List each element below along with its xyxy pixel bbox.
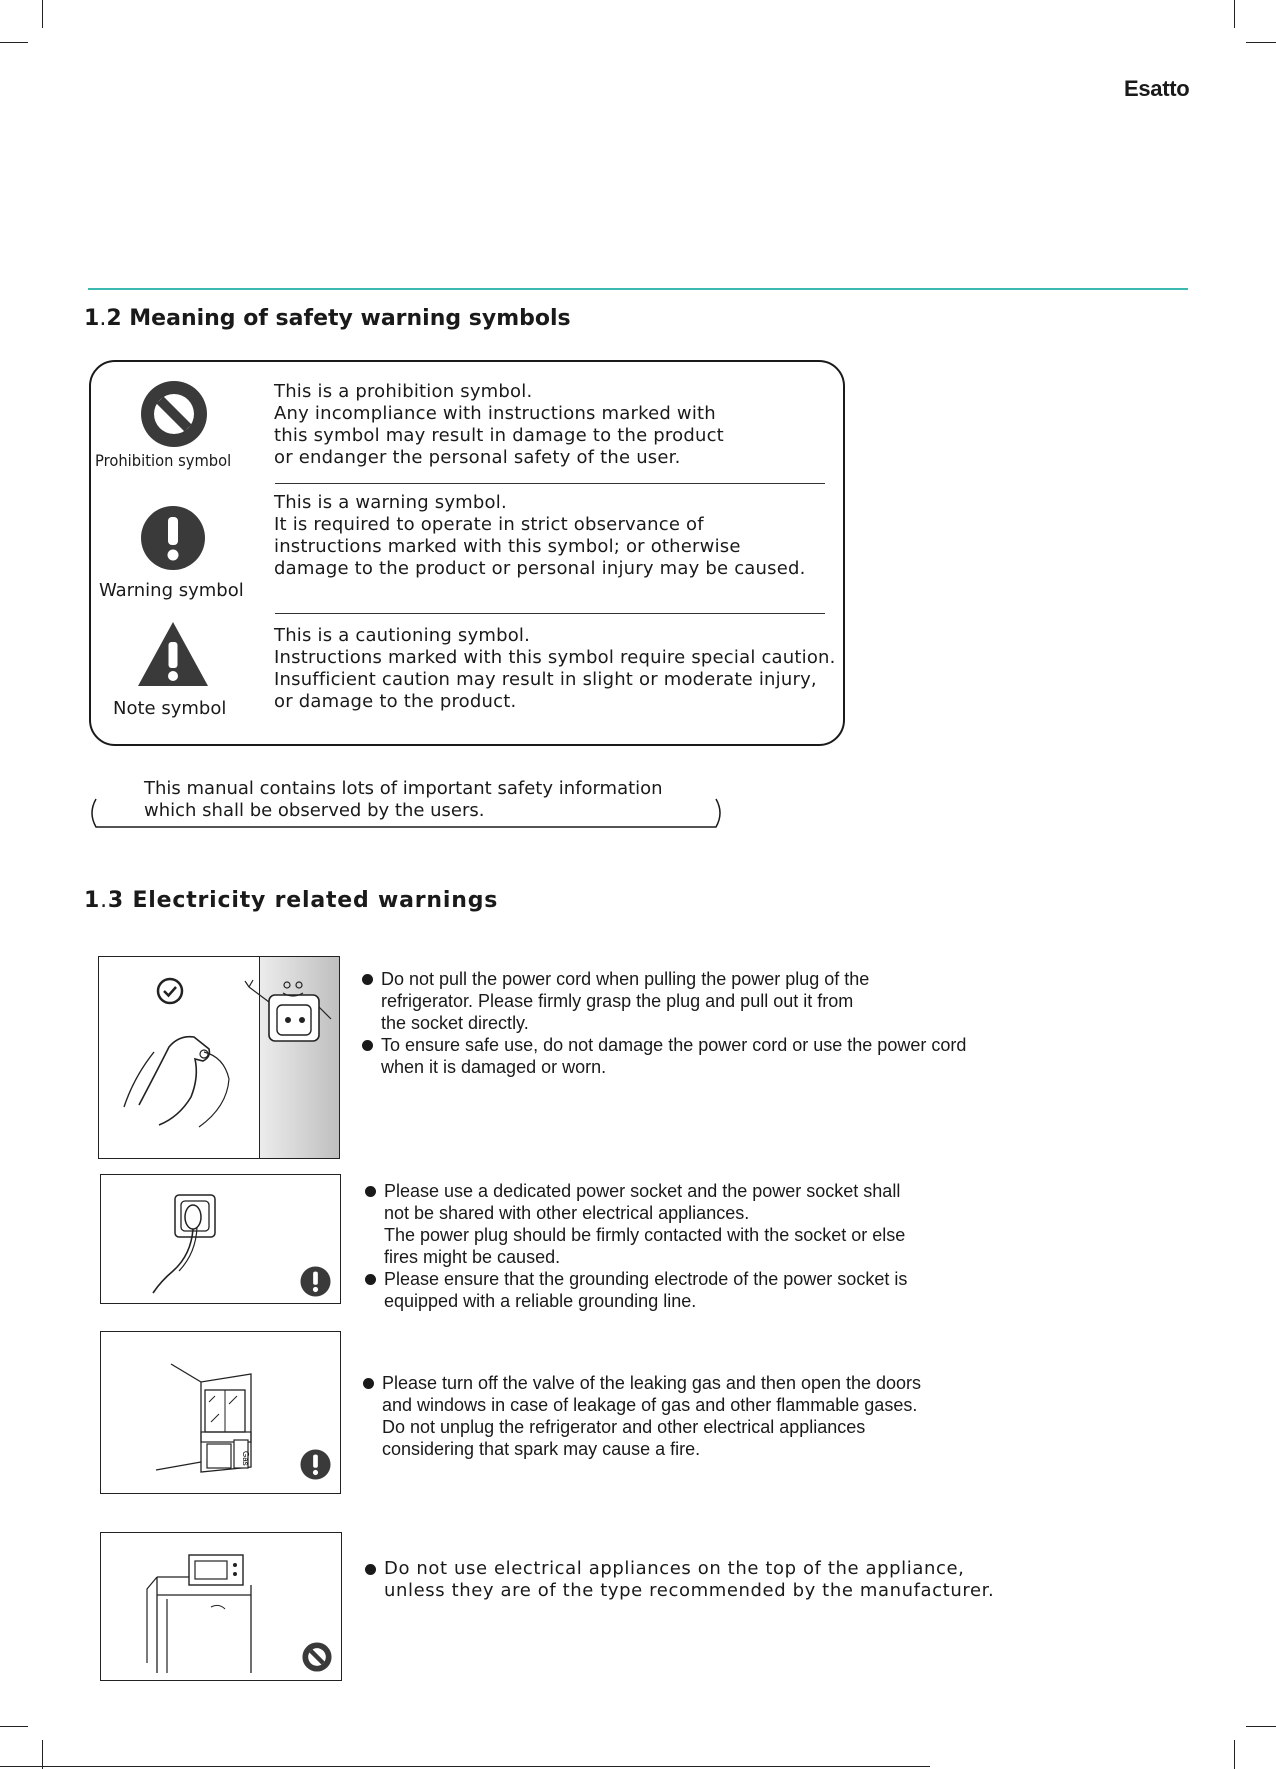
list-item: Please use a dedicated power socket and the power socket shall [362,1180,907,1202]
symbol-description-warning: This is a warning symbol. It is required to operate in strict observance of instructions marked with this symbol; or otherwise damage to the product or personal injury may be caused. [274,492,806,579]
panel-divider [275,613,825,614]
warning-exclamation-icon [300,1266,331,1297]
symbol-description-caution: This is a cautioning symbol. Instructions marked with this symbol require special caution. Insufficient caution may result in slight or moderate injury, or damage to the product. [274,625,836,712]
gas-label: Gas [241,1451,250,1466]
prohibition-icon [302,1642,332,1672]
crop-mark [42,0,43,28]
warning-text-appliances-on-top [362,1558,994,1602]
list-item: when it is damaged or worn. [381,1057,607,1077]
section-title-1-3: 1.3 Electricity related warnings [84,888,499,913]
list-item: considering that spark may cause a fire. [382,1439,701,1459]
caution-triangle-icon [137,620,209,688]
list-item: Please ensure that the grounding electrode of the power socket is [362,1268,907,1290]
list-item: not be shared with other electrical appliances. [384,1203,750,1223]
list-item: Do not unplug the refrigerator and other electrical appliances [382,1417,866,1437]
crop-mark [1246,42,1276,43]
trim-line [0,1766,930,1767]
symbol-label-prohibition: Prohibition symbol [95,451,232,470]
warning-exclamation-icon [140,505,206,571]
symbol-label-note: Note symbol [113,698,227,719]
prohibition-icon [140,380,208,448]
list-item: equipped with a reliable grounding line. [384,1291,697,1311]
list-item: Do not pull the power cord when pulling the power plug of the [359,968,966,990]
section-title-1-2: 1.2 Meaning of safety warning symbols [84,306,571,331]
list-item: and windows in case of leakage of gas and other flammable gases. [382,1395,918,1415]
safety-info-note: This manual contains lots of important safety information which shall be observed by the users. [144,778,663,821]
list-item: unless they are of the type recommended by the manufacturer. [384,1580,995,1601]
crop-mark [1234,1740,1235,1769]
brand-logo: Esatto [1124,76,1190,101]
warning-text-gas-leak [360,1372,921,1460]
list-item: the socket directly. [381,1013,529,1033]
warning-exclamation-icon [300,1449,331,1480]
panel-divider [275,483,825,484]
crop-mark [1246,1726,1276,1727]
symbol-description-prohibition: This is a prohibition symbol. Any incompliance with instructions marked with this symbol may result in damage to the product or endanger the personal safety of the user. [274,381,724,468]
crop-mark [0,42,28,43]
check-circle-icon [156,977,184,1005]
list-item: refrigerator. Please firmly grasp the plug and pull out it from [381,991,854,1011]
unplug-by-grasping-plug-illustration [98,956,340,1159]
warning-text-dedicated-socket [362,1180,907,1312]
section-rule [88,288,1188,290]
list-item: fires might be caused. [384,1247,561,1267]
symbol-label-warning: Warning symbol [99,580,244,601]
crop-mark [0,1726,28,1727]
crop-mark [1234,0,1235,28]
warning-text-power-cord [359,968,966,1078]
list-item: Do not use electrical appliances on the top of the appliance, [362,1558,994,1580]
list-item: Please turn off the valve of the leaking gas and then open the doors [360,1372,921,1394]
list-item: To ensure safe use, do not damage the power cord or use the power cord [359,1034,966,1056]
list-item: The power plug should be firmly contacted with the socket or else [384,1225,906,1245]
crop-mark [42,1740,43,1769]
